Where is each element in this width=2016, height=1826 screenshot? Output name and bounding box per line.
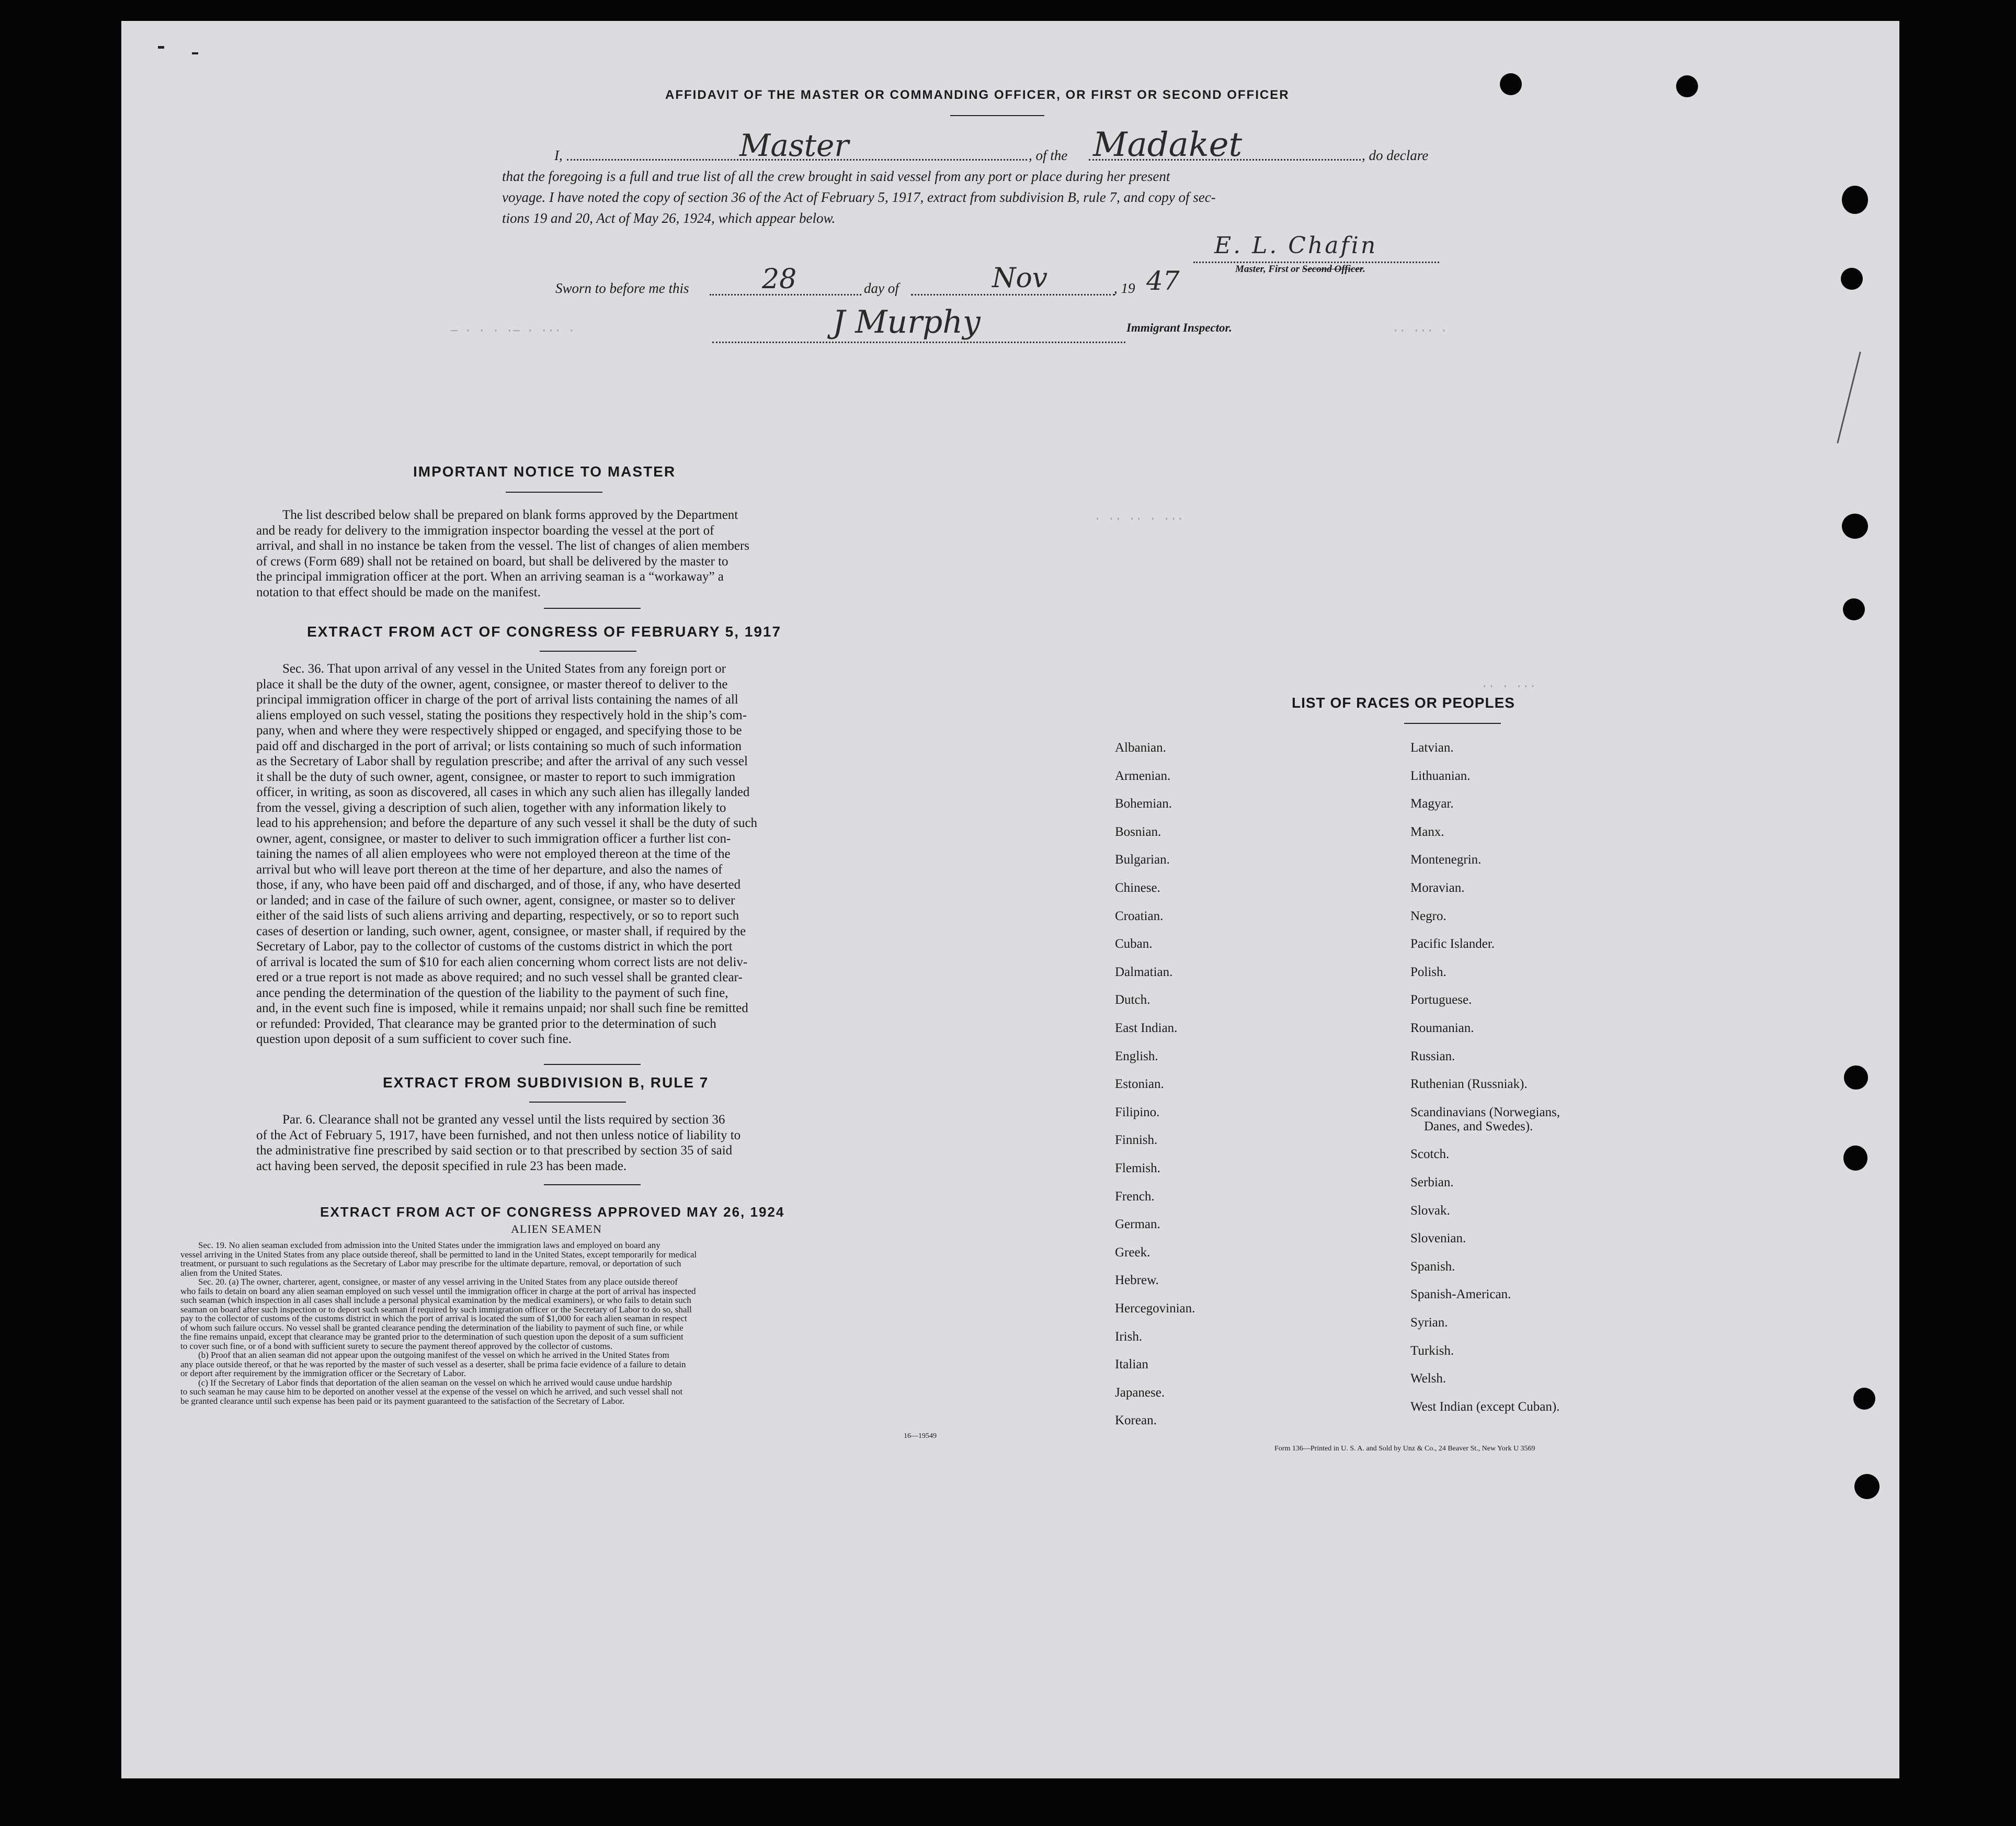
form-code: 16—19549 xyxy=(904,1432,937,1440)
affidavit-title: AFFIDAVIT OF THE MASTER OR COMMANDING OFFICER, OR FIRST OR SECOND OFFICER xyxy=(665,88,1290,102)
race-item: Serbian. xyxy=(1410,1175,1454,1189)
year-prefix-label: , 19 xyxy=(1114,280,1135,296)
master-field xyxy=(567,128,1027,163)
punch-hole xyxy=(1500,73,1522,95)
race-item: Irish. xyxy=(1115,1329,1143,1344)
statute-line: alien from the United States. xyxy=(180,1268,282,1277)
notice-line: arrival, and shall in no instance be taken from the vessel. The list of changes of alien members xyxy=(256,539,749,553)
affidavit-statement-line: voyage. I have noted the copy of section 36 of the Act of February 5, 1917, extract from subdivision B, rule 7, and copy of sec- xyxy=(502,189,1216,205)
race-item: Syrian. xyxy=(1410,1315,1448,1330)
statute-line: such seaman (which inspection in all cases shall include a personal physical examination by the medical examiners), or who fails to detain such xyxy=(180,1296,691,1305)
race-item: Lithuanian. xyxy=(1410,768,1471,783)
inspector-signature: J Murphy xyxy=(833,304,981,341)
stray-mark xyxy=(158,46,164,49)
race-item: Turkish. xyxy=(1410,1343,1454,1358)
punch-hole xyxy=(1676,75,1698,97)
statute-line: cases of desertion or landing, such owner, agent, consignee, or master shall, if required by the xyxy=(256,924,746,938)
race-item: Scandinavians (Norwegians, xyxy=(1410,1105,1561,1119)
race-item: Scotch. xyxy=(1410,1147,1450,1162)
statute-line: who fails to detain on board any alien seaman employed on such vessel until the immigration officer in charge at the port of arrival has inspected xyxy=(180,1286,696,1296)
affidavit-statement-line: that the foregoing is a full and true list of all the crew brought in said vessel from any port or place during her present xyxy=(502,168,1170,184)
statute-line: or deport after requirement by the immigration officer or the Secretary of Labor. xyxy=(180,1369,466,1378)
sworn-day-field xyxy=(710,264,861,296)
officer-signature-caption: Master, First or Second Officer. xyxy=(1235,264,1365,275)
race-item: Dalmatian. xyxy=(1115,965,1173,979)
statute-line: taining the names of all alien employees who were not employed thereon at the time of the xyxy=(256,847,731,861)
race-item: Bosnian. xyxy=(1115,824,1161,839)
notice-line: and be ready for delivery to the immigration inspector boarding the vessel at the port of xyxy=(256,523,714,538)
divider xyxy=(540,651,636,652)
declarant-label: I, xyxy=(554,148,563,163)
statute-line: owner, agent, consignee, or master to deliver to such immigration officer a further list con- xyxy=(256,831,731,846)
do-declare-label: , do declare xyxy=(1362,148,1429,163)
statute-line: of arrival is located the sum of $10 for each alien concerning whom correct lists are not deliv- xyxy=(256,955,748,969)
officer-signature-field xyxy=(1193,232,1439,263)
notice-line: notation to that effect should be made on the manifest. xyxy=(256,585,541,599)
race-item: Spanish. xyxy=(1410,1259,1455,1274)
divider xyxy=(544,1184,641,1185)
statute-line: officer, in writing, as soon as discovered, all cases in which any such alien has illegally landed xyxy=(256,785,750,799)
punch-hole xyxy=(1841,268,1863,290)
divider xyxy=(544,608,641,609)
race-item: Roumanian. xyxy=(1410,1021,1474,1035)
divider xyxy=(506,492,602,493)
statute-line: those, if any, who have been paid off and discharged, and of those, if any, who have deserted xyxy=(256,878,741,892)
rule-line: of the Act of February 5, 1917, have been furnished, and not then unless notice of liability to xyxy=(256,1128,741,1142)
race-item: Welsh. xyxy=(1410,1371,1446,1386)
race-item: Danes, and Swedes). xyxy=(1424,1119,1533,1134)
statute-line: (b) Proof that an alien seaman did not appear upon the outgoing manifest of the vessel on which he arrived in the United States from xyxy=(198,1351,669,1360)
officer-signature: E. L. Chafin xyxy=(1214,232,1378,259)
statute-line: Sec. 36. That upon arrival of any vessel in the United States from any foreign port or xyxy=(282,662,726,676)
notice-body xyxy=(256,507,979,600)
race-item: Croatian. xyxy=(1115,909,1164,923)
statute-line: Secretary of Labor, pay to the collector of customs of the customs district in which the port xyxy=(256,939,733,954)
race-item: Japanese. xyxy=(1115,1385,1165,1400)
statute-line: or refunded: Provided, That clearance may be granted prior to the determination of such xyxy=(256,1016,716,1031)
sworn-label: Sworn to before me this xyxy=(555,280,689,296)
notice-line: of crews (Form 689) shall not be retained on board, but shall be delivered by the master to xyxy=(256,554,728,569)
divider xyxy=(1404,723,1501,724)
divider xyxy=(950,115,1044,116)
punch-hole xyxy=(1842,186,1868,214)
statute-line: principal immigration officer in charge of the port of arrival lists containing the names of all xyxy=(256,693,738,707)
punch-hole xyxy=(1853,1388,1875,1410)
race-item: Moravian. xyxy=(1410,881,1465,895)
statute-line: question upon deposit of a sum sufficient to cover such fine. xyxy=(256,1032,572,1046)
statute-line: ered or a true report is not made as above required; and no such vessel shall be granted clear- xyxy=(256,970,743,984)
statute-line: lead to his apprehension; and before the departure of any such vessel it shall be the duty of such xyxy=(256,816,758,830)
race-item: Dutch. xyxy=(1115,993,1151,1007)
extract-1917-title: EXTRACT FROM ACT OF CONGRESS OF FEBRUARY 5, 1917 xyxy=(307,623,782,640)
statute-line: and, in the event such fine is imposed, while it remains unpaid; nor shall such fine be remitted xyxy=(256,1001,748,1015)
race-item: Chinese. xyxy=(1115,881,1160,895)
bleed-through-text: · ·· ·· · ··· xyxy=(1094,513,1184,526)
statute-line: paid off and discharged in the port of arrival; or lists containing so much of such information xyxy=(256,739,742,753)
race-item: Polish. xyxy=(1410,965,1446,979)
statute-line: pay to the collector of customs of the customs district in which the port of arrival is located the sum of $1,000 for each alien seaman in respect xyxy=(180,1314,687,1323)
statute-line: to cover such fine, or of a bond with sufficient surety to secure the payment thereof approved by the collector of customs. xyxy=(180,1341,613,1351)
rule-line: Par. 6. Clearance shall not be granted any vessel until the lists required by section 36 xyxy=(282,1113,725,1127)
race-item: Albanian. xyxy=(1115,741,1166,755)
race-item: Negro. xyxy=(1410,909,1446,923)
statute-line: to such seaman he may cause him to be deported on another vessel at the expense of the vessel on which he arrived, and such vessel shall not xyxy=(180,1387,683,1397)
statute-line: seaman on board after such inspection or to deport such seaman if required by such immigration officer or the Secretary of Labor to do so, shall xyxy=(180,1305,692,1314)
race-item: Latvian. xyxy=(1410,741,1454,755)
statute-line: any place outside thereof, or that he was reported by the master of such vessel as a deserter, shall be prima facie evidence of a failure to detain xyxy=(180,1359,686,1369)
statute-line: as the Secretary of Labor shall by regulation prescribe; and after the arrival of any such vessel xyxy=(256,754,748,768)
punch-hole xyxy=(1843,1145,1867,1171)
day-of-label: day of xyxy=(864,280,899,296)
statute-line: Sec. 20. (a) The owner, charterer, agent, consignee, or master of any vessel arriving in the United States from any place outside thereof xyxy=(198,1277,678,1287)
statute-line: of whom such failure occurs. No vessel shall be granted clearance pending the determination of the liability to payment of such fine, or while xyxy=(180,1323,684,1332)
statute-line: or landed; and in case of the failure of such owner, agent, consignee, or master so to deliver xyxy=(256,893,735,908)
sworn-day: 28 xyxy=(762,264,797,295)
bleed-through-text: ·· · ··· xyxy=(1481,680,1536,693)
sworn-month: Nov xyxy=(992,263,1048,294)
race-item: Greek. xyxy=(1115,1245,1151,1260)
race-item: Armenian. xyxy=(1115,768,1171,783)
bleed-through-text: ·· ··· · xyxy=(1392,324,1448,337)
race-item: Russian. xyxy=(1410,1049,1455,1063)
punch-hole xyxy=(1842,514,1868,539)
punch-hole xyxy=(1854,1474,1880,1499)
inspector-caption: Immigrant Inspector. xyxy=(1126,321,1232,334)
sworn-month-field xyxy=(911,263,1115,296)
extract-1917-body xyxy=(256,661,979,1047)
pencil-mark xyxy=(1837,351,1861,443)
races-title: LIST OF RACES OR PEOPLES xyxy=(1292,695,1515,711)
extract-1924-subtitle: ALIEN SEAMEN xyxy=(511,1222,602,1235)
document-page xyxy=(121,21,1899,1778)
statute-line: ance pending the determination of the question of the liability to the payment of such fine, xyxy=(256,985,728,1000)
race-item: East Indian. xyxy=(1115,1021,1178,1035)
statute-line: vessel arriving in the United States from any place outside thereof, shall be permitted to land in the United States, except temporarily for medical xyxy=(180,1250,697,1259)
race-item: Korean. xyxy=(1115,1413,1157,1428)
divider xyxy=(529,1102,626,1103)
stray-mark xyxy=(192,52,198,54)
race-item: Montenegrin. xyxy=(1410,853,1482,867)
statute-line: the fine remains unpaid, except that clearance may be granted prior to the determination of such question upon the deposit of a sum sufficient xyxy=(180,1332,684,1342)
race-item: Cuban. xyxy=(1115,937,1153,951)
race-item: Slovak. xyxy=(1410,1203,1450,1218)
race-item: Manx. xyxy=(1410,824,1444,839)
race-item: Italian xyxy=(1115,1357,1148,1372)
extract-rule7-title: EXTRACT FROM SUBDIVISION B, RULE 7 xyxy=(383,1074,709,1091)
race-item: Pacific Islander. xyxy=(1410,937,1495,951)
notice-line: The list described below shall be prepared on blank forms approved by the Department xyxy=(282,508,738,522)
race-item: Estonian. xyxy=(1115,1077,1164,1092)
statute-line: treatment, or pursuant to such regulations as the Secretary of Labor may prescribe for the ultimate departure, removal, or deportation of such xyxy=(180,1259,681,1268)
race-item: Spanish-American. xyxy=(1410,1287,1511,1302)
notice-line: the principal immigration officer at the port. When an arriving seaman is a “workaway” a xyxy=(256,570,724,584)
statute-line: arrival but who will leave port thereon at the time of her departure, and also the names of xyxy=(256,862,723,877)
divider xyxy=(544,1064,641,1065)
statute-line: (c) If the Secretary of Labor finds that deportation of the alien seaman on the vessel on which he arrived would cause undue hardship xyxy=(198,1378,672,1387)
notice-title: IMPORTANT NOTICE TO MASTER xyxy=(413,463,676,480)
inspector-signature-field xyxy=(712,304,1125,343)
statute-line: place it shall be the duty of the owner, agent, consignee, or master thereof to deliver to the xyxy=(256,677,728,691)
punch-hole xyxy=(1844,1065,1868,1090)
rule-line: act having been served, the deposit specified in rule 23 has been made. xyxy=(256,1159,627,1173)
race-item: Bohemian. xyxy=(1115,797,1172,811)
vessel-field xyxy=(1089,126,1361,164)
race-item: Portuguese. xyxy=(1410,993,1472,1007)
statute-line: be granted clearance until such expense has been paid or its payment guaranteed to the satisfaction of the Secretary of Labor. xyxy=(180,1396,625,1405)
race-item: French. xyxy=(1115,1189,1155,1204)
statute-line: Sec. 19. No alien seaman excluded from admission into the United States under the immigration laws and employed on board any xyxy=(198,1241,660,1250)
race-item: West Indian (except Cuban). xyxy=(1410,1399,1560,1414)
race-item: Finnish. xyxy=(1115,1133,1158,1148)
sworn-year: 47 xyxy=(1146,266,1180,296)
statute-line: either of the said lists of such aliens arriving and departing, respectively, or so to report such xyxy=(256,909,739,923)
statute-line: from the vessel, giving a description of such alien, together with any information likely to xyxy=(256,800,726,815)
affidavit-statement-line: tions 19 and 20, Act of May 26, 1924, which appear below. xyxy=(502,210,836,226)
race-item: German. xyxy=(1115,1217,1160,1232)
extract-1924-title: EXTRACT FROM ACT OF CONGRESS APPROVED MAY 26, 1924 xyxy=(320,1204,785,1220)
race-item: Hercegovinian. xyxy=(1115,1301,1195,1315)
race-item: Slovenian. xyxy=(1410,1231,1466,1246)
race-item: Ruthenian (Russniak). xyxy=(1410,1077,1528,1092)
race-item: Bulgarian. xyxy=(1115,853,1170,867)
vessel-handwritten: Madaket xyxy=(1093,126,1243,164)
race-item: English. xyxy=(1115,1049,1158,1063)
race-item: Filipino. xyxy=(1115,1105,1160,1119)
race-item: Hebrew. xyxy=(1115,1273,1159,1288)
race-item: Magyar. xyxy=(1410,797,1454,811)
rule-line: the administrative fine prescribed by said section or to that prescribed by section 35 of said xyxy=(256,1143,733,1158)
punch-hole xyxy=(1843,598,1865,620)
race-item: Flemish. xyxy=(1115,1161,1160,1175)
bleed-through-text: — · · · ·— · ··· · xyxy=(451,324,575,337)
of-the-label: , of the xyxy=(1029,148,1068,163)
statute-line: aliens employed on such vessel, stating the positions they respectively hold in the ship’s com- xyxy=(256,708,747,722)
extract-1924-body xyxy=(180,1241,1066,1405)
printer-footer: Form 136—Printed in U. S. A. and Sold by Unz & Co., 24 Beaver St., New York U 3569 xyxy=(1274,1445,1535,1453)
extract-rule7-body xyxy=(256,1112,979,1174)
statute-line: it shall be the duty of such owner, agent, consignee, or master to report to such immigration xyxy=(256,769,736,784)
statute-line: pany, when and where they were respectively shipped or engaged, and specifying those to be xyxy=(256,723,742,738)
master-handwritten: Master xyxy=(739,128,849,163)
